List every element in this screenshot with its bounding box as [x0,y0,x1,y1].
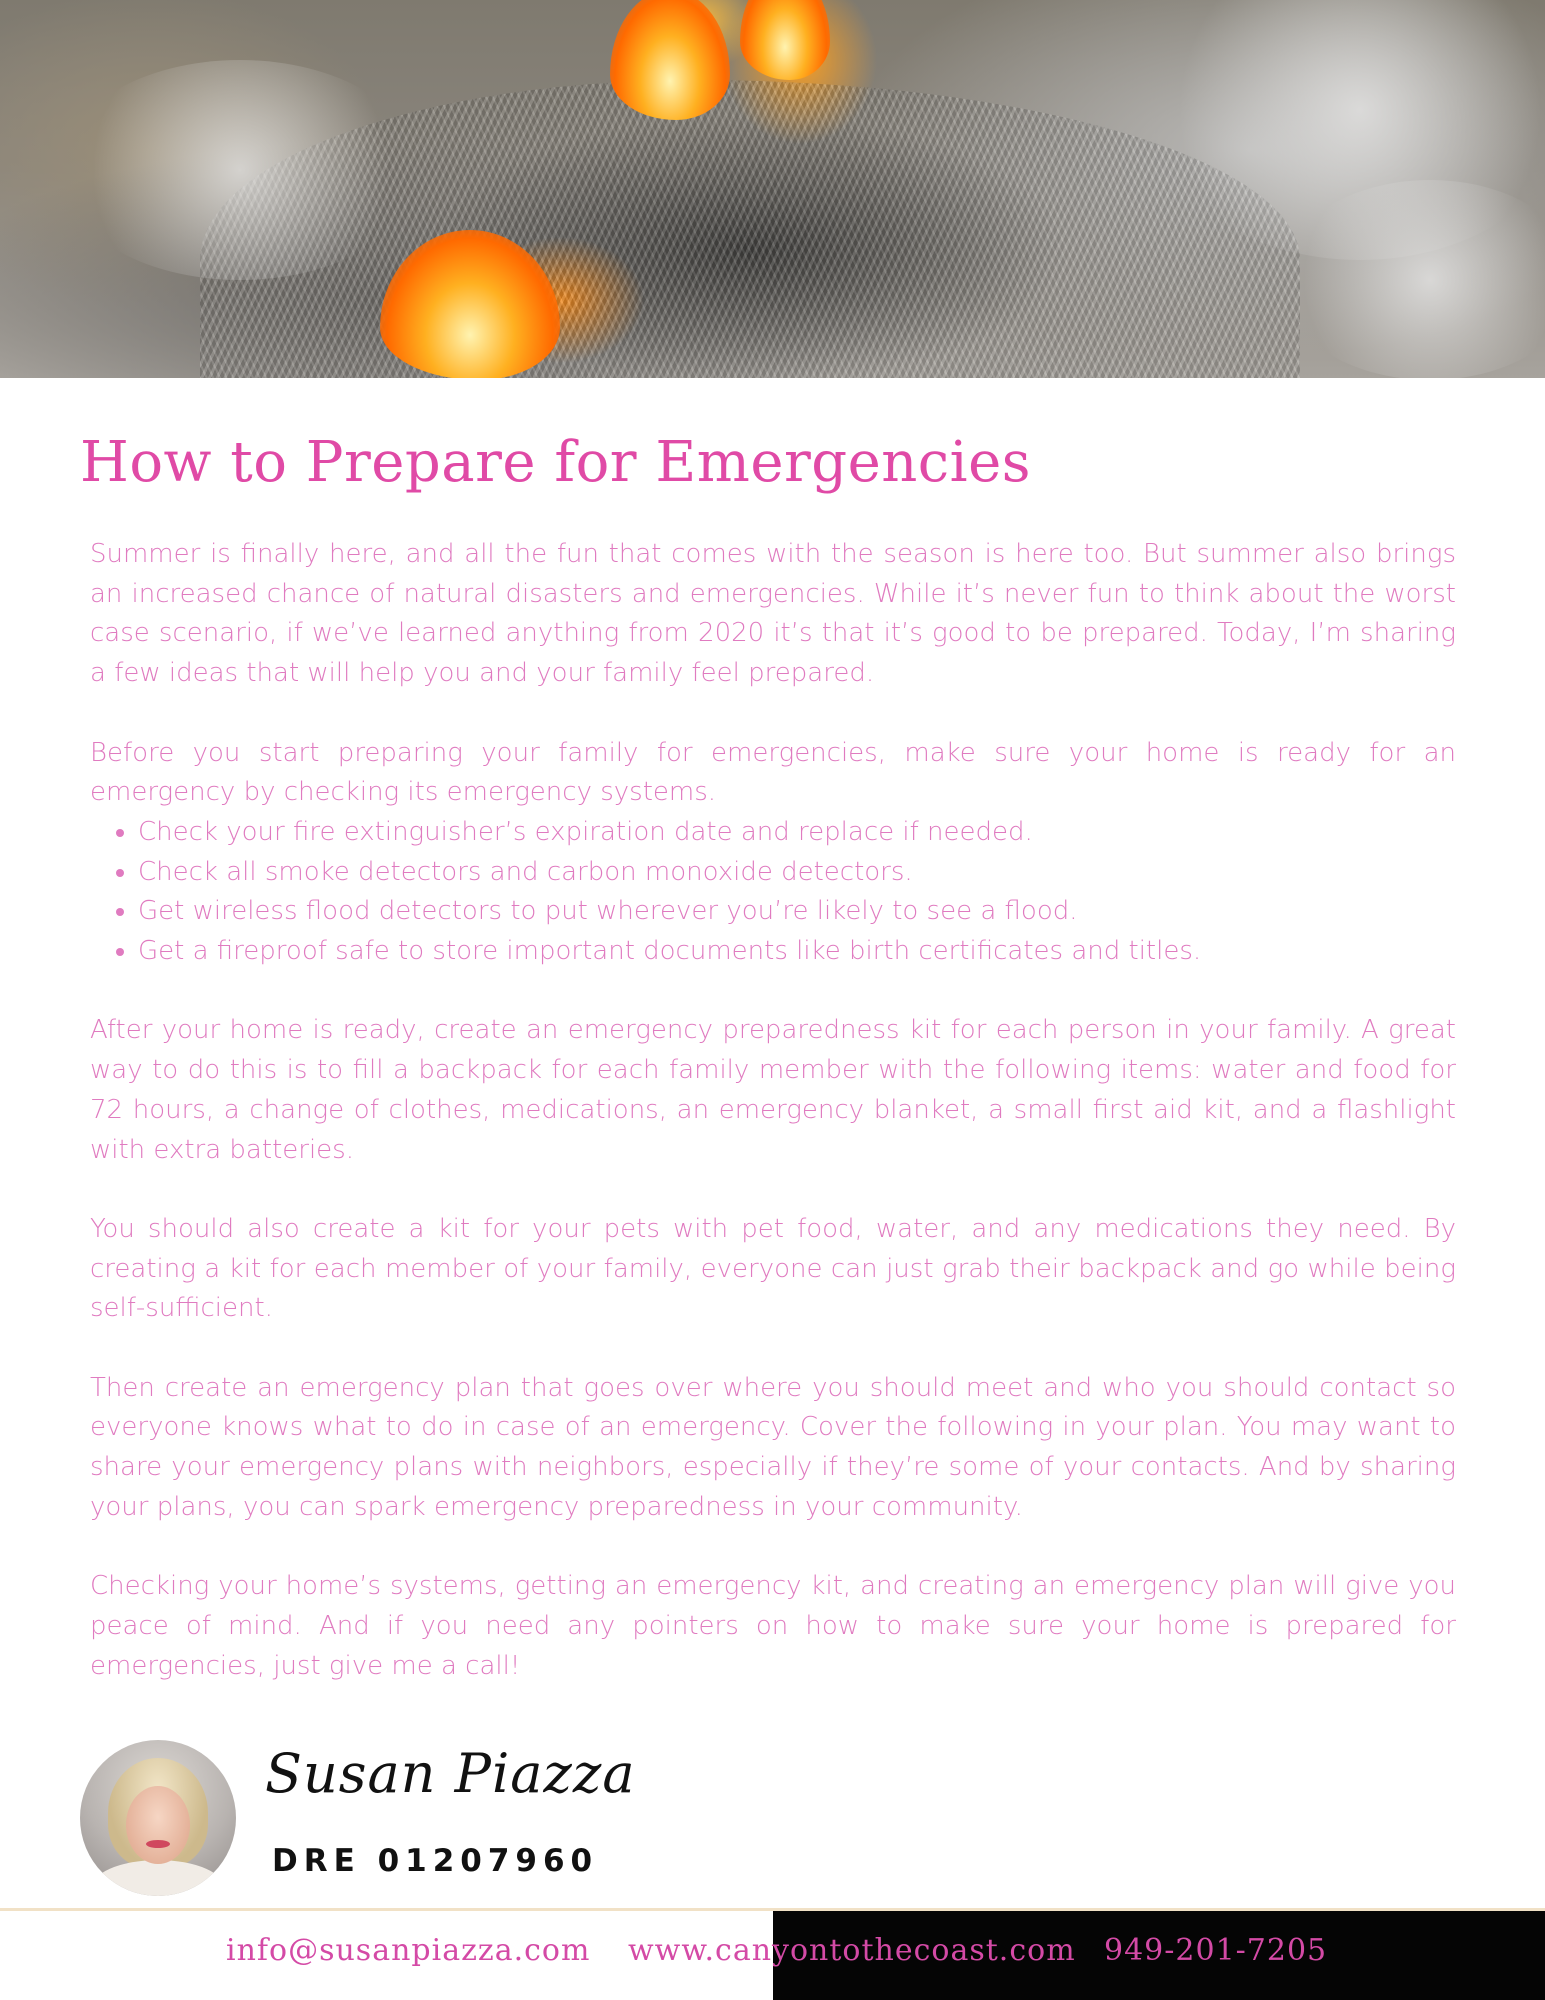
list-item: • Get wireless flood detectors to put wherever you’re likely to see a flood. [138,892,1456,932]
page-title: How to Prepare for Emergencies [80,430,1031,495]
intro-paragraph: Summer is finally here, and all the fun that comes with the season is here too. But summer also brings an increased chance of natural disasters and emergencies. While it’s never fun to think about the worst case scenario, if we’ve learned anything from 2020 it’s that it’s good to be prepared. Today, I’m sharing a few ideas that will help you and your family feel prepared. [90,539,1456,689]
flame [610,0,730,120]
smoke-cloud [60,60,420,280]
agent-signature: Susan Piazza [265,1742,636,1805]
closing-paragraph: Checking your home’s systems, getting an emergency kit, and creating an emergency plan will give you peace of mind. And if you need any pointers on how to make sure your home is prepared for emergencies, just give me a call! [90,1571,1456,1681]
list-item: • Check all smoke detectors and carbon monoxide detectors. [138,853,1456,893]
list-item: • Get a fireproof safe to store important documents like birth certificates and titles. [138,932,1456,972]
home-checklist [90,813,1456,972]
plan-paragraph: Then create an emergency plan that goes over where you should meet and who you should contact so everyone knows what to do in case of an emergency. Cover the following in your plan. You may want to share your emergency plans with neighbors, especially if they’re some of your contacts. And by sharing your plans, you can spark emergency preparedness in your community. [90,1372,1456,1522]
hero-image-burning-ash [0,0,1545,378]
agent-photo [80,1740,236,1896]
footer-email-link[interactable]: info@susanpiazza.com [226,1933,591,1968]
footer-phone-link[interactable]: 949-201-7205 [1104,1933,1328,1968]
flame [740,0,830,80]
article-body [90,535,1456,1726]
list-item: • Check your fire extinguisher’s expiration date and replace if needed. [138,813,1456,853]
agent-license-number: DRE 01207960 [272,1843,599,1879]
home-systems-paragraph: Before you start preparing your family for emergencies, make sure your home is ready for an emergency by checking its emergency systems. [90,737,1456,808]
kit-paragraph: After your home is ready, create an emergency preparedness kit for each person in your family. A great way to do this is to fill a backpack for each family member with the following items: water and food for 72 hours, a change of clothes, medications, an emergency blanket, a small first aid kit, and a flashlight with extra batteries. [90,1015,1456,1165]
pets-paragraph: You should also create a kit for your pets with pet food, water, and any medications they need. By creating a kit for each member of your family, everyone can just grab their backpack and go while being self-sufficient. [90,1213,1456,1324]
footer-website-link[interactable]: www.canyontothecoast.com [628,1933,1076,1968]
